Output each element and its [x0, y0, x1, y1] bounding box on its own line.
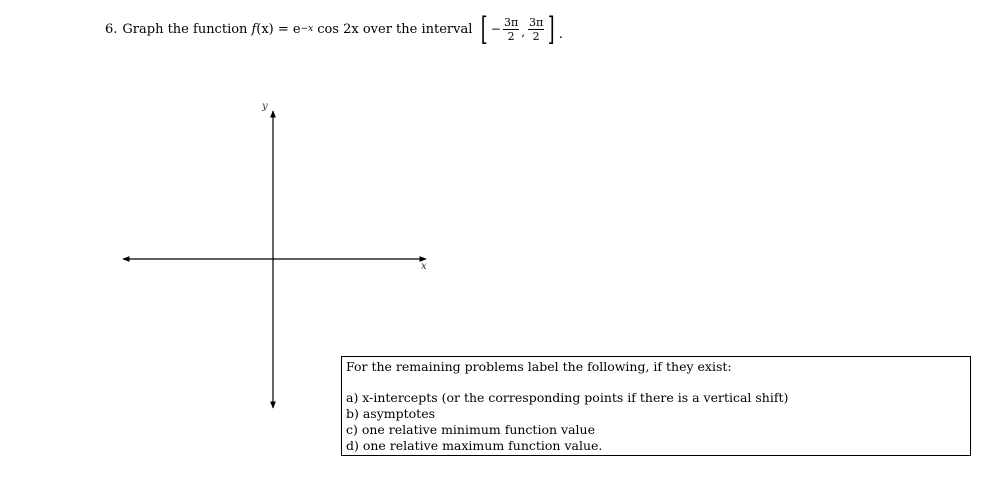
x-axis-label: x: [421, 261, 427, 272]
interval-left-sign: −: [490, 22, 501, 36]
problem-number: 6.: [105, 21, 118, 37]
interval-right-denominator: 2: [532, 29, 540, 43]
left-bracket: [: [481, 10, 489, 48]
y-axis-label: y: [262, 101, 268, 112]
interval-left-denominator: 2: [507, 29, 515, 43]
problem-text-after: cos 2x over the interval: [317, 21, 473, 37]
instruction-item-b: b) asymptotes: [346, 406, 436, 421]
interval-left-numerator: 3π: [503, 15, 519, 29]
function-definition: (x) = e: [256, 21, 301, 37]
instruction-item-c: c) one relative minimum function value: [346, 422, 595, 437]
instruction-item-d: d) one relative maximum function value.: [346, 438, 603, 453]
instruction-item-a: a) x-intercepts (or the corresponding points if there is a vertical shift): [346, 390, 789, 405]
interval-right-numerator: 3π: [529, 15, 544, 29]
instructions-heading: For the remaining problems label the following, if they exist:: [346, 359, 732, 374]
instructions-box: [341, 356, 971, 456]
function-name: f: [251, 21, 257, 37]
function-exponent: −x: [300, 24, 314, 34]
problem-text-before: Graph the function: [122, 21, 248, 37]
right-bracket: ]: [548, 10, 555, 48]
interval-comma: ,: [521, 25, 526, 39]
interval-period: .: [558, 26, 563, 42]
